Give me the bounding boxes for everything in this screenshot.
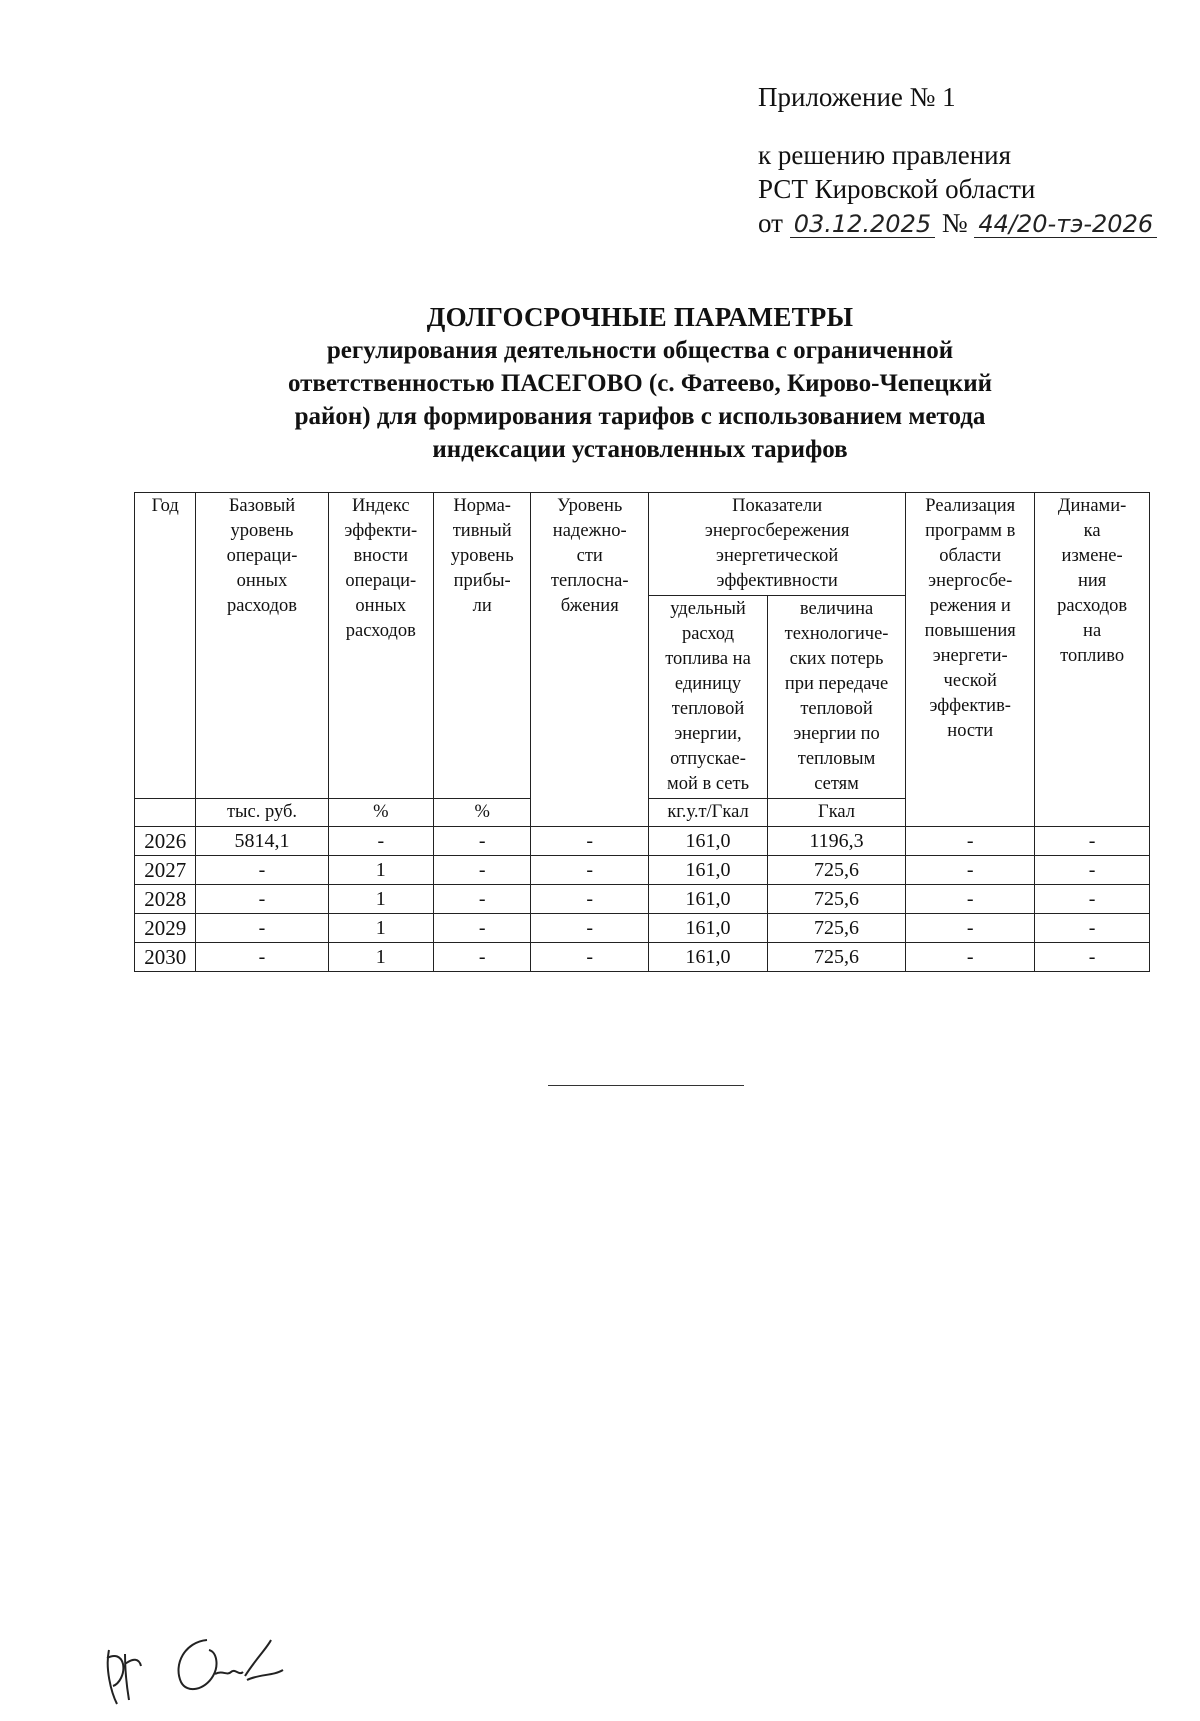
header-programs	[906, 493, 1035, 827]
header-year: Год	[135, 493, 196, 799]
title-main: ДОЛГОСРОЧНЫЕ ПАРАМЕТРЫ	[426, 302, 854, 332]
header-line: энергетической	[716, 546, 839, 566]
title-line-2: ответственностью ПАСЕГОВО (с. Фатеево, Кирово-Чепецкий	[287, 370, 993, 397]
cell-programs: -	[906, 885, 1035, 914]
appendix-authority: РСТ Кировской области	[758, 174, 1036, 204]
header-line: операци-	[226, 546, 298, 566]
cell-programs: -	[906, 827, 1035, 856]
cell-programs: -	[906, 943, 1035, 972]
header-line: расходов	[1057, 596, 1128, 616]
cell-fuel-dynamics: -	[1035, 943, 1150, 972]
appendix-date-number-line	[758, 206, 1157, 240]
title-line-4: индексации установленных тарифов	[432, 436, 848, 463]
header-energy-saving	[649, 493, 906, 596]
number-prefix: №	[941, 208, 968, 238]
header-line: эффектив-	[929, 696, 1011, 716]
header-line: онных	[236, 571, 288, 591]
cell-profit-level: -	[434, 885, 531, 914]
header-line: единицу	[674, 674, 742, 694]
header-line: технологиче-	[784, 624, 889, 644]
cell-fuel-rate: 161,0	[649, 827, 768, 856]
header-line: Базовый	[228, 496, 296, 516]
cell-losses: 725,6	[767, 914, 905, 943]
header-line: Норма-	[453, 496, 511, 516]
table-row	[135, 943, 1150, 972]
header-line: ли	[472, 596, 492, 616]
cell-efficiency-index: 1	[328, 856, 433, 885]
header-line: расходов	[226, 596, 298, 616]
header-line: сти	[576, 546, 603, 566]
cell-base-level: 5814,1	[196, 827, 328, 856]
cell-losses: 1196,3	[767, 827, 905, 856]
cell-fuel-dynamics: -	[1035, 856, 1150, 885]
header-line: ка	[1083, 521, 1101, 541]
cell-year: 2029	[135, 914, 196, 943]
header-line: измене-	[1061, 546, 1123, 566]
unit-losses: Гкал	[767, 799, 905, 827]
cell-fuel-rate: 161,0	[649, 943, 768, 972]
cell-reliability: -	[531, 885, 649, 914]
header-line: теплосна-	[550, 571, 629, 591]
header-line: ния	[1077, 571, 1107, 591]
header-fuel-rate	[649, 596, 768, 799]
header-base-level	[196, 493, 328, 799]
header-line: уровень	[230, 521, 294, 541]
cell-profit-level: -	[434, 827, 531, 856]
appendix-to-decision: к решению правления	[758, 140, 1012, 170]
header-line: отпускае-	[670, 749, 746, 769]
header-line: Динами-	[1057, 496, 1127, 516]
header-line: тепловой	[800, 699, 873, 719]
header-line: на	[1083, 621, 1102, 641]
header-line: ческой	[943, 671, 997, 691]
cell-base-level: -	[196, 943, 328, 972]
cell-fuel-dynamics: -	[1035, 827, 1150, 856]
header-line: тепловой	[671, 699, 745, 719]
document-title	[60, 300, 1200, 466]
cell-reliability: -	[531, 943, 649, 972]
cell-profit-level: -	[434, 943, 531, 972]
cell-losses: 725,6	[767, 885, 905, 914]
cell-base-level: -	[196, 885, 328, 914]
header-line: сетям	[814, 774, 859, 794]
cell-programs: -	[906, 856, 1035, 885]
header-line: топливо	[1060, 646, 1125, 666]
header-line: ских потерь	[789, 649, 884, 669]
cell-year: 2027	[135, 856, 196, 885]
table-body	[135, 827, 1150, 972]
cell-profit-level: -	[434, 914, 531, 943]
cell-reliability: -	[531, 827, 649, 856]
handwritten-signature	[95, 1620, 315, 1715]
cell-fuel-rate: 161,0	[649, 914, 768, 943]
unit-base-level: тыс. руб.	[196, 799, 328, 827]
header-line: повышения	[924, 621, 1016, 641]
header-line: режения и	[929, 596, 1011, 616]
header-line: при передаче	[784, 674, 889, 694]
handwritten-date: 03.12.2025	[790, 211, 935, 238]
unit-profit-level: %	[434, 799, 531, 827]
cell-efficiency-index: 1	[328, 943, 433, 972]
cell-losses: 725,6	[767, 943, 905, 972]
handwritten-number: 44/20-тэ-2026	[974, 211, 1157, 238]
cell-reliability: -	[531, 914, 649, 943]
table-row	[135, 856, 1150, 885]
appendix-block	[758, 80, 1157, 240]
cell-efficiency-index: 1	[328, 885, 433, 914]
header-losses	[767, 596, 905, 799]
cell-profit-level: -	[434, 856, 531, 885]
header-line: энергосбережения	[704, 521, 850, 541]
header-line: Уровень	[557, 496, 623, 516]
unit-efficiency-index: %	[328, 799, 433, 827]
header-line: энергосбе-	[928, 571, 1013, 591]
header-fuel-dynamics	[1035, 493, 1150, 827]
header-line: Реализация	[925, 496, 1016, 516]
header-line: величина	[799, 599, 874, 619]
header-line: тивный	[452, 521, 512, 541]
header-line: вности	[353, 546, 409, 566]
header-line: программ в	[925, 521, 1016, 541]
closing-rule	[548, 1085, 744, 1086]
cell-fuel-dynamics: -	[1035, 885, 1150, 914]
header-line: эффекти-	[344, 521, 418, 541]
appendix-number: Приложение № 1	[758, 82, 956, 112]
header-line: расход	[681, 624, 735, 644]
header-line: уровень	[450, 546, 514, 566]
header-profit-level	[434, 493, 531, 799]
cell-base-level: -	[196, 856, 328, 885]
cell-fuel-dynamics: -	[1035, 914, 1150, 943]
header-line: операци-	[345, 571, 417, 591]
table-row	[135, 827, 1150, 856]
unit-year	[135, 799, 196, 827]
header-line: Индекс	[351, 496, 410, 516]
header-line: мой в сеть	[667, 774, 750, 794]
header-line: эффективности	[716, 571, 838, 591]
header-line: онных	[355, 596, 407, 616]
cell-year: 2030	[135, 943, 196, 972]
header-line: энергии,	[674, 724, 742, 744]
cell-efficiency-index: 1	[328, 914, 433, 943]
cell-losses: 725,6	[767, 856, 905, 885]
unit-fuel-rate: кг.у.т/Гкал	[649, 799, 768, 827]
header-line: области	[939, 546, 1002, 566]
header-line: расходов	[345, 621, 416, 641]
header-line: Показатели	[732, 496, 823, 516]
from-prefix: от	[758, 208, 783, 238]
cell-base-level: -	[196, 914, 328, 943]
cell-efficiency-index: -	[328, 827, 433, 856]
table-row	[135, 914, 1150, 943]
header-line: топлива на	[665, 649, 751, 669]
header-line: тепловым	[797, 749, 876, 769]
header-line: надежно-	[552, 521, 627, 541]
header-line: удельный	[670, 599, 746, 619]
header-line: прибы-	[453, 571, 511, 591]
title-line-1: регулирования деятельности общества с ограниченной	[326, 337, 954, 364]
parameters-table	[134, 492, 1150, 972]
cell-year: 2026	[135, 827, 196, 856]
cell-programs: -	[906, 914, 1035, 943]
cell-reliability: -	[531, 856, 649, 885]
table-row	[135, 885, 1150, 914]
title-line-3: район) для формирования тарифов с использованием метода	[294, 403, 986, 430]
header-efficiency-index	[328, 493, 433, 799]
header-line: бжения	[560, 596, 619, 616]
cell-fuel-rate: 161,0	[649, 885, 768, 914]
header-line: энергии по	[793, 724, 880, 744]
cell-fuel-rate: 161,0	[649, 856, 768, 885]
cell-year: 2028	[135, 885, 196, 914]
header-line: энергети-	[932, 646, 1008, 666]
header-line: ности	[947, 721, 994, 741]
header-reliability	[531, 493, 649, 827]
